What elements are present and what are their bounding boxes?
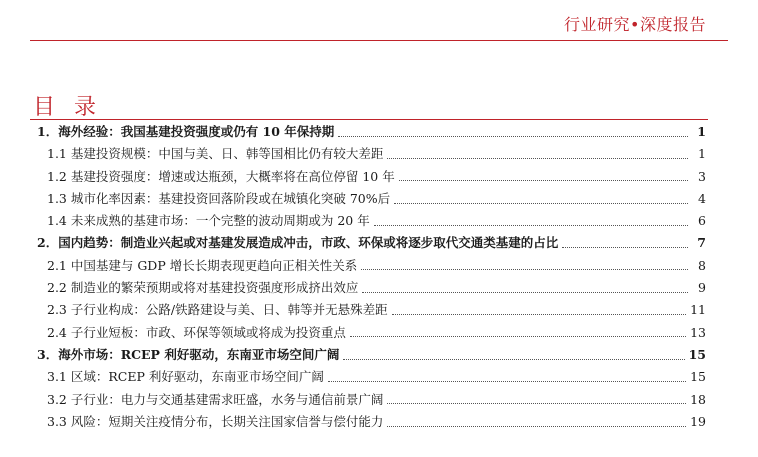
toc-entry-title: 2.4 子行业短板：市政、环保等领域或将成为投资重点 <box>47 324 346 340</box>
toc-subsection-entry[interactable] <box>30 188 706 210</box>
toc-page-number: 6 <box>698 213 706 229</box>
toc-dot-leader <box>387 426 686 427</box>
toc-entry-title: 1.1 基建投资规模：中国与美、日、韩等国相比仍有较大差距 <box>47 146 384 162</box>
toc-entry-title: 3．海外市场：RCEP 利好驱动，东南亚市场空间广阔 <box>37 346 340 362</box>
toc-subsection-entry[interactable] <box>30 277 706 299</box>
toc-entry-title: 2．国内趋势：制造业兴起或对基建发展造成冲击，市政、环保或将逐步取代交通类基建的占比 <box>37 235 559 251</box>
toc-subsection-entry[interactable] <box>30 299 706 321</box>
toc-title: 目 录 <box>33 95 102 120</box>
toc-page-number: 19 <box>690 413 706 429</box>
toc-subsection-entry[interactable] <box>30 389 706 411</box>
toc-entry-title: 2.1 中国基建与 GDP 增长长期表现更趋向正相关性关系 <box>47 257 358 273</box>
toc-dot-leader <box>362 292 688 293</box>
toc-entry-title: 2.3 子行业构成：公路/铁路建设与美、日、韩等并无悬殊差距 <box>47 302 388 318</box>
toc-section-entry[interactable] <box>30 121 706 143</box>
toc-dot-leader <box>374 225 688 226</box>
toc-dot-leader <box>328 381 686 382</box>
toc-entry-title: 1．海外经验：我国基建投资强度或仍有 10 年保持期 <box>37 124 335 139</box>
toc-section-entry[interactable] <box>30 344 706 366</box>
toc-entry-title: 3.1 区域：RCEP 利好驱动，东南亚市场空间广阔 <box>47 369 324 385</box>
toc-section-entry[interactable] <box>30 232 706 254</box>
toc-list <box>30 121 706 433</box>
toc-dot-leader <box>392 314 687 315</box>
toc-subsection-entry[interactable] <box>30 322 706 344</box>
toc-page-number: 8 <box>698 257 706 273</box>
toc-page-number: 11 <box>690 302 706 318</box>
report-category-label: 行业研究•深度报告 <box>564 15 706 34</box>
toc-page-number: 1 <box>698 146 706 162</box>
toc-page-number: 18 <box>690 391 706 407</box>
toc-dot-leader <box>350 336 686 337</box>
toc-entry-title: 3.3 风险：短期关注疫情分布，长期关注国家信誉与偿付能力 <box>47 413 384 429</box>
toc-subsection-entry[interactable] <box>30 411 706 433</box>
toc-entry-title: 1.2 基建投资强度：增速或达瓶颈，大概率将在高位停留 10 年 <box>47 168 395 184</box>
toc-subsection-entry[interactable] <box>30 143 706 165</box>
toc-entry-title: 3.2 子行业：电力与交通基建需求旺盛，水务与通信前景广阔 <box>47 391 384 407</box>
toc-page-number: 4 <box>698 190 706 206</box>
toc-subsection-entry[interactable] <box>30 366 706 388</box>
toc-entry-title: 1.3 城市化率因素：基建投资回落阶段或在城镇化突破 70%后 <box>47 190 391 206</box>
toc-page-number: 7 <box>697 235 706 251</box>
toc-entry-title: 2.2 制造业的繁荣预期或将对基建投资强度形成挤出效应 <box>47 280 359 296</box>
toc-dot-leader <box>387 158 688 159</box>
toc-dot-leader <box>399 180 688 181</box>
header-divider <box>30 40 728 41</box>
toc-dot-leader <box>343 359 684 360</box>
toc-title-divider <box>30 119 708 120</box>
toc-dot-leader <box>562 247 688 248</box>
toc-subsection-entry[interactable] <box>30 166 706 188</box>
toc-entry-title: 1.4 未来成熟的基建市场：一个完整的波动周期或为 20 年 <box>47 213 370 229</box>
toc-subsection-entry[interactable] <box>30 210 706 232</box>
toc-dot-leader <box>387 403 686 404</box>
toc-dot-leader <box>338 136 688 137</box>
toc-dot-leader <box>361 269 688 270</box>
toc-page-number: 13 <box>690 324 706 340</box>
toc-page-number: 1 <box>697 124 706 139</box>
toc-page-number: 9 <box>698 280 706 296</box>
toc-page-number: 3 <box>698 168 706 184</box>
toc-page-number: 15 <box>690 369 706 385</box>
toc-page-number: 15 <box>688 346 706 362</box>
toc-subsection-entry[interactable] <box>30 255 706 277</box>
toc-dot-leader <box>394 203 688 204</box>
